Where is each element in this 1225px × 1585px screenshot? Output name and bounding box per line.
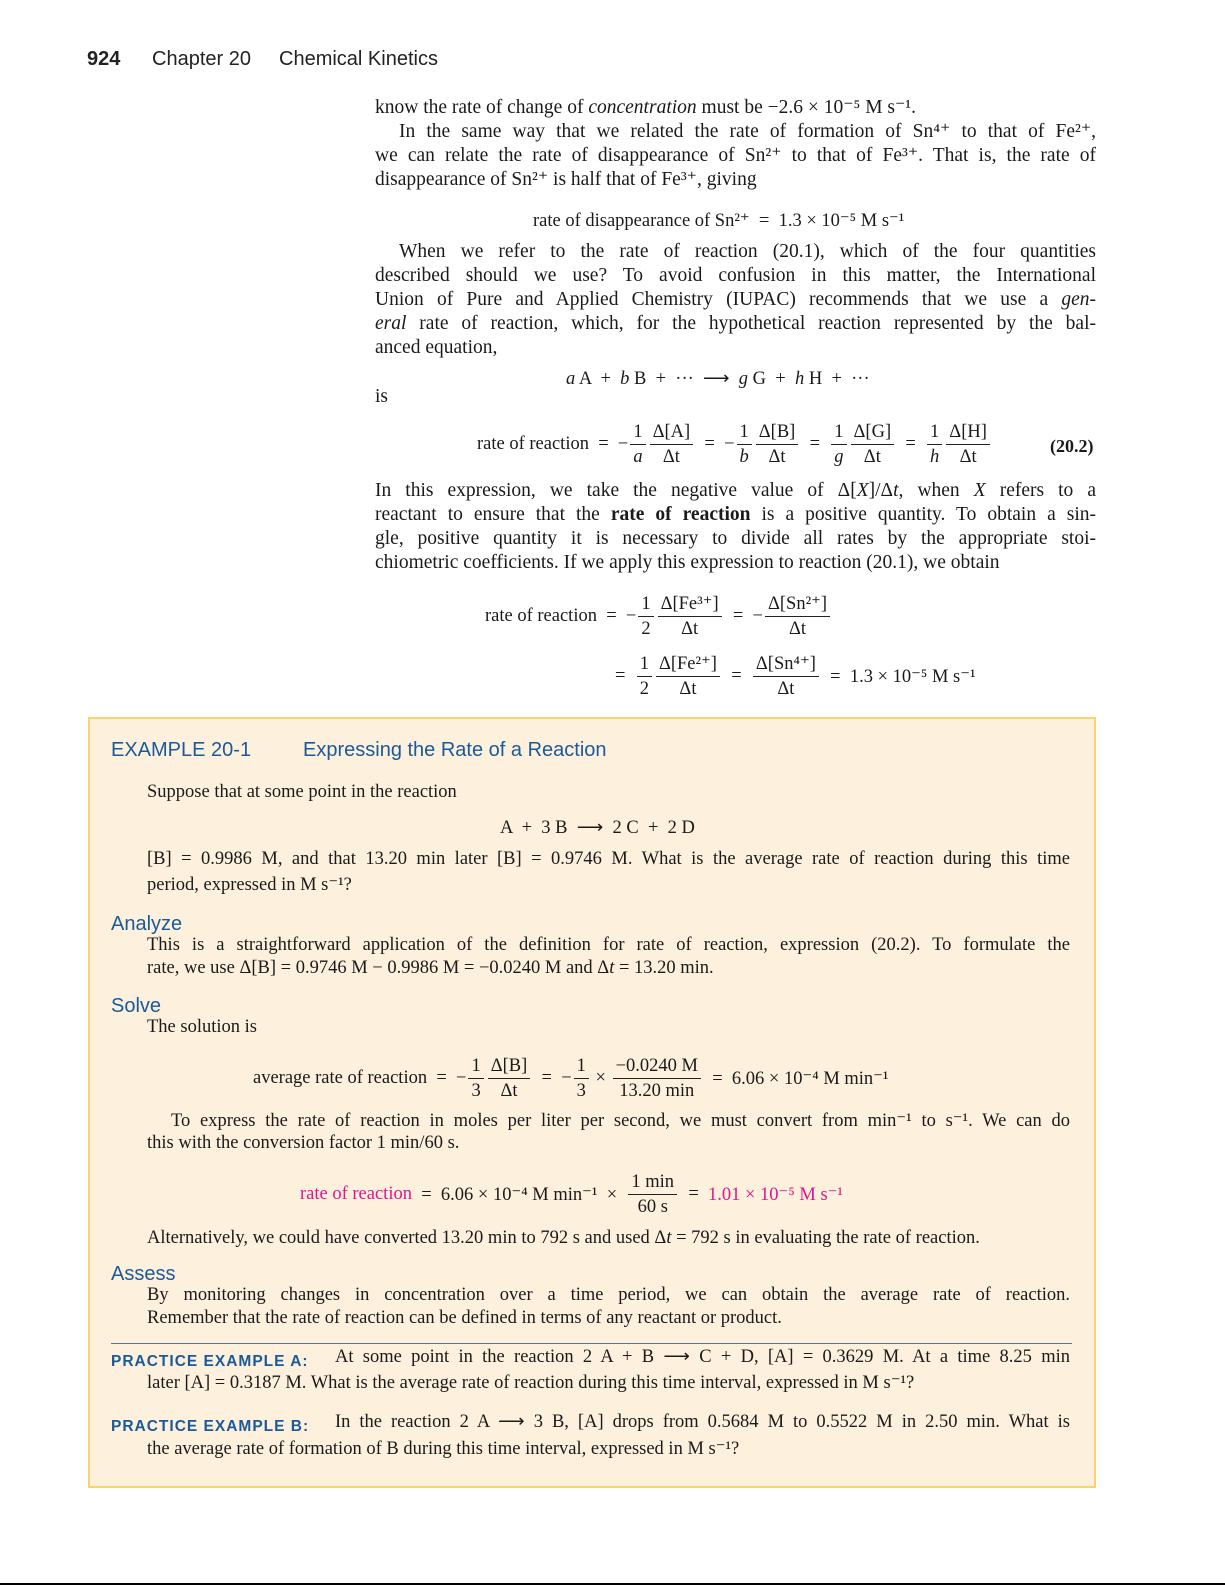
text-line xyxy=(147,957,1070,979)
fraction xyxy=(628,1170,677,1219)
equation-text: average rate of reaction = − xyxy=(253,1068,467,1088)
text-run: must be −2.6 × 10⁻⁵ M s⁻¹. xyxy=(696,97,917,118)
text-line xyxy=(147,1284,1070,1306)
fraction xyxy=(488,1054,531,1103)
fraction xyxy=(468,1054,483,1103)
numerator: 1 min xyxy=(628,1170,677,1195)
equation-text: rate of reaction = − xyxy=(485,606,637,626)
numerator: 1 xyxy=(468,1054,483,1079)
italic-text: h xyxy=(794,368,805,389)
fraction xyxy=(650,420,694,469)
chapter-label: Chapter 20 xyxy=(152,48,251,70)
text-run: Alternatively, we could have converted 13.20 min to 792 s and used Δ xyxy=(147,1228,667,1248)
example-number: EXAMPLE 20-1 xyxy=(111,739,252,761)
text-run: rate, we use Δ[B] = 0.9746 M − 0.9986 M = −0.0240 M and Δ xyxy=(147,958,610,978)
denominator: a xyxy=(633,447,643,467)
denominator: Δt xyxy=(662,447,680,467)
text-run: At some point in the reaction 2 A + B ⟶ C + D, [A] = 0.3629 M. At a time 8.25 min xyxy=(335,1347,1070,1367)
numerator: 1 xyxy=(638,592,653,617)
text-line xyxy=(375,480,1096,502)
example-reaction xyxy=(500,817,695,839)
text-line xyxy=(171,1110,1070,1132)
page-number: 924 xyxy=(87,48,121,70)
example-title: Expressing the Rate of a Reaction xyxy=(303,739,607,761)
equation-fe-sn-2 xyxy=(615,652,976,701)
text-line xyxy=(147,1438,1070,1460)
denominator: Δt xyxy=(679,679,697,699)
equation-text: rate of disappearance of Sn²⁺ = 1.3 × 10⁻⁵ M s⁻¹ xyxy=(533,211,905,231)
equation-20-2 xyxy=(477,420,992,469)
practice-b-label: PRACTICE EXAMPLE B: xyxy=(111,1418,310,1435)
text-line xyxy=(375,313,1096,335)
text-line xyxy=(375,169,1096,191)
fraction xyxy=(658,592,722,641)
text-line xyxy=(147,874,1070,896)
text-line xyxy=(399,121,1096,143)
text-line xyxy=(147,934,1070,956)
fraction xyxy=(630,420,645,469)
text-run: period, expressed in M s⁻¹? xyxy=(147,875,352,895)
denominator: 13.20 min xyxy=(619,1081,695,1101)
fraction xyxy=(831,420,846,469)
text-line xyxy=(147,1016,1070,1038)
text-run: In this expression, we take the negative value of Δ[ xyxy=(375,480,857,501)
denominator: Δt xyxy=(777,679,795,699)
text-run: is a positive quantity. To obtain a sin- xyxy=(750,504,1096,525)
text-run: To express the rate of reaction in moles per liter per second, we must convert from min⁻¹ to s⁻¹. We can do xyxy=(171,1111,1070,1131)
text-run: Remember that the rate of reaction can be defined in terms of any reactant or product. xyxy=(147,1308,782,1328)
numerator: Δ[Sn⁴⁺] xyxy=(753,652,819,677)
text-run: later [A] = 0.3187 M. What is the average rate of reaction during this time interval, expressed in M s⁻¹? xyxy=(147,1373,915,1393)
italic-text: t xyxy=(609,958,615,978)
text-run: , when xyxy=(898,480,974,501)
italic-text: a xyxy=(566,368,576,389)
equation-text: = xyxy=(800,434,830,454)
fraction xyxy=(765,592,830,641)
text-run: the average rate of formation of B during this time interval, expressed in M s⁻¹? xyxy=(147,1439,740,1459)
italic-text: concentration xyxy=(588,97,697,118)
italic-text: eral xyxy=(375,313,407,334)
fraction xyxy=(946,420,990,469)
numerator: Δ[B] xyxy=(488,1054,531,1079)
equation-conversion xyxy=(300,1170,843,1219)
numerator: Δ[G] xyxy=(851,420,895,445)
text-run: chiometric coefficients. If we apply this expression to reaction (20.1), we obtain xyxy=(375,552,1000,573)
text-run: reactant to ensure that the xyxy=(375,504,611,525)
equation-fe-sn-1 xyxy=(485,592,832,641)
numerator: Δ[A] xyxy=(650,420,694,445)
numerator: Δ[Sn²⁺] xyxy=(765,592,830,617)
equation-text: = xyxy=(679,1184,708,1204)
fraction xyxy=(737,420,752,469)
text-run: gle, positive quantity it is necessary to divide all rates by the appropriate stoi- xyxy=(375,528,1096,549)
denominator: Δt xyxy=(500,1081,518,1101)
italic-text: X xyxy=(856,480,869,501)
divider xyxy=(111,1343,1072,1344)
denominator: Δt xyxy=(681,619,699,639)
numerator: −0.0240 M xyxy=(613,1054,701,1079)
text-run: disappearance of Sn²⁺ is half that of Fe³⁺, giving xyxy=(375,169,757,190)
equation-text: = 6.06 × 10⁻⁴ M min⁻¹ × xyxy=(411,1184,627,1205)
text-run: Suppose that at some point in the reaction xyxy=(147,782,457,802)
text-run: = 792 s in evaluating the rate of reaction. xyxy=(671,1228,980,1248)
numerator: 1 xyxy=(737,420,752,445)
equation-text: A + xyxy=(575,368,621,389)
equation-text: = xyxy=(896,434,926,454)
text-line xyxy=(147,781,1070,803)
text-run: refers to a xyxy=(985,480,1096,501)
text-line xyxy=(375,552,1096,574)
equation-text: = − xyxy=(695,434,735,454)
equation-text: = 1.3 × 10⁻⁵ M s⁻¹ xyxy=(820,666,976,687)
equation-average-rate xyxy=(253,1054,888,1103)
text-line xyxy=(375,337,1096,359)
fraction xyxy=(927,420,942,469)
equation-text: B + ··· ⟶ xyxy=(629,369,739,389)
text-line xyxy=(147,1307,1070,1329)
denominator: Δt xyxy=(768,447,786,467)
highlighted-text: rate of reaction xyxy=(300,1184,412,1204)
text-line xyxy=(147,1132,1070,1154)
equation-text: = xyxy=(615,666,635,686)
equation-text: = xyxy=(721,666,751,686)
denominator: 3 xyxy=(576,1081,586,1101)
text-run: Union of Pure and Applied Chemistry (IUPAC) recommends that we use a xyxy=(375,289,1062,310)
text-line xyxy=(375,145,1096,167)
numerator: 1 xyxy=(637,652,652,677)
equation-text: = 6.06 × 10⁻⁴ M min⁻¹ xyxy=(702,1068,889,1089)
italic-text: X xyxy=(973,480,986,501)
fraction xyxy=(851,420,895,469)
denominator: 2 xyxy=(639,679,649,699)
denominator: Δt xyxy=(959,447,977,467)
equation-text: rate of reaction = − xyxy=(477,434,629,454)
italic-text: t xyxy=(893,480,899,501)
practice-a-label: PRACTICE EXAMPLE A: xyxy=(111,1353,309,1370)
text-run: described should we use? To avoid confusion in this matter, the International xyxy=(375,265,1096,286)
equation-text: H + ··· xyxy=(804,368,870,389)
numerator: Δ[H] xyxy=(946,420,990,445)
analyze-heading: Analyze xyxy=(111,913,183,935)
fraction xyxy=(613,1054,701,1103)
text-run: This is a straightforward application of the definition for rate of reaction, expression (20.2). To formulate the xyxy=(147,935,1070,955)
text-run: = 13.20 min. xyxy=(614,958,714,978)
fraction xyxy=(574,1054,589,1103)
text-run: this with the conversion factor 1 min/60 s. xyxy=(147,1133,460,1153)
text-run: rate of reaction, which, for the hypothetical reaction represented by the bal- xyxy=(406,313,1096,334)
chapter-title: Chemical Kinetics xyxy=(279,48,438,70)
text-line xyxy=(335,1411,1070,1433)
denominator: 3 xyxy=(471,1081,481,1101)
fraction xyxy=(637,652,652,701)
numerator: 1 xyxy=(630,420,645,445)
numerator: Δ[Fe³⁺] xyxy=(658,592,722,617)
text-line xyxy=(399,241,1096,263)
text-line xyxy=(335,1346,1070,1368)
italic-text: b xyxy=(620,368,630,389)
text-run: know the rate of change of xyxy=(375,97,589,118)
text-run: anced equation, xyxy=(375,337,498,358)
text-run: The solution is xyxy=(147,1017,257,1037)
text-line xyxy=(147,848,1070,870)
assess-heading: Assess xyxy=(111,1263,176,1285)
text-line xyxy=(375,504,1096,526)
bold-term: rate of reaction xyxy=(610,504,751,525)
text-run: ]/Δ xyxy=(868,480,894,501)
text-run: In the reaction 2 A ⟶ 3 B, [A] drops from 0.5684 M to 0.5522 M in 2.50 min. What is xyxy=(335,1412,1070,1432)
highlighted-text: 1.01 × 10⁻⁵ M s⁻¹ xyxy=(708,1184,843,1205)
italic-text: gen- xyxy=(1061,289,1096,310)
denominator: b xyxy=(739,447,749,467)
equation-general-reaction xyxy=(566,368,870,390)
italic-text: g xyxy=(738,368,749,389)
text-run: we can relate the rate of disappearance of Sn²⁺ to that of Fe³⁺. That is, the rate of xyxy=(375,145,1096,166)
denominator: Δt xyxy=(789,619,807,639)
denominator: Δt xyxy=(863,447,881,467)
is-text: is xyxy=(375,386,389,407)
numerator: Δ[Fe²⁺] xyxy=(656,652,720,677)
equation-sn-rate xyxy=(533,210,904,232)
numerator: 1 xyxy=(927,420,942,445)
text-line xyxy=(375,265,1096,287)
text-run: When we refer to the rate of reaction (20.1), which of the four quantities xyxy=(399,241,1096,262)
text-line xyxy=(375,528,1096,550)
italic-text: t xyxy=(666,1228,672,1248)
fraction xyxy=(753,652,819,701)
text-run: [B] = 0.9986 M, and that 13.20 min later [B] = 0.9746 M. What is the average rate of reaction during this time xyxy=(147,849,1070,869)
text-run: In the same way that we related the rate of formation of Sn⁴⁺ to that of Fe²⁺, xyxy=(399,121,1096,142)
numerator: 1 xyxy=(574,1054,589,1079)
denominator: 60 s xyxy=(637,1197,668,1217)
fraction xyxy=(756,420,799,469)
denominator: h xyxy=(930,447,940,467)
text-run: By monitoring changes in concentration over a time period, we can obtain the average rate of reaction. xyxy=(147,1285,1070,1305)
equation-text: × xyxy=(590,1068,611,1088)
text-line xyxy=(375,97,1096,119)
text-line xyxy=(375,289,1096,311)
equation-text: = − xyxy=(532,1068,572,1088)
equation-text: A + 3 B ⟶ 2 C + 2 D xyxy=(500,818,695,838)
equation-text: = − xyxy=(723,606,763,626)
denominator: g xyxy=(834,447,844,467)
text-line xyxy=(147,1372,1070,1394)
text-line xyxy=(147,1227,1070,1249)
denominator: 2 xyxy=(641,619,651,639)
equation-text: G + xyxy=(748,368,795,389)
fraction xyxy=(656,652,720,701)
solve-heading: Solve xyxy=(111,995,162,1017)
fraction xyxy=(638,592,653,641)
numerator: 1 xyxy=(831,420,846,445)
numerator: Δ[B] xyxy=(756,420,799,445)
equation-number: (20.2) xyxy=(1050,436,1094,456)
